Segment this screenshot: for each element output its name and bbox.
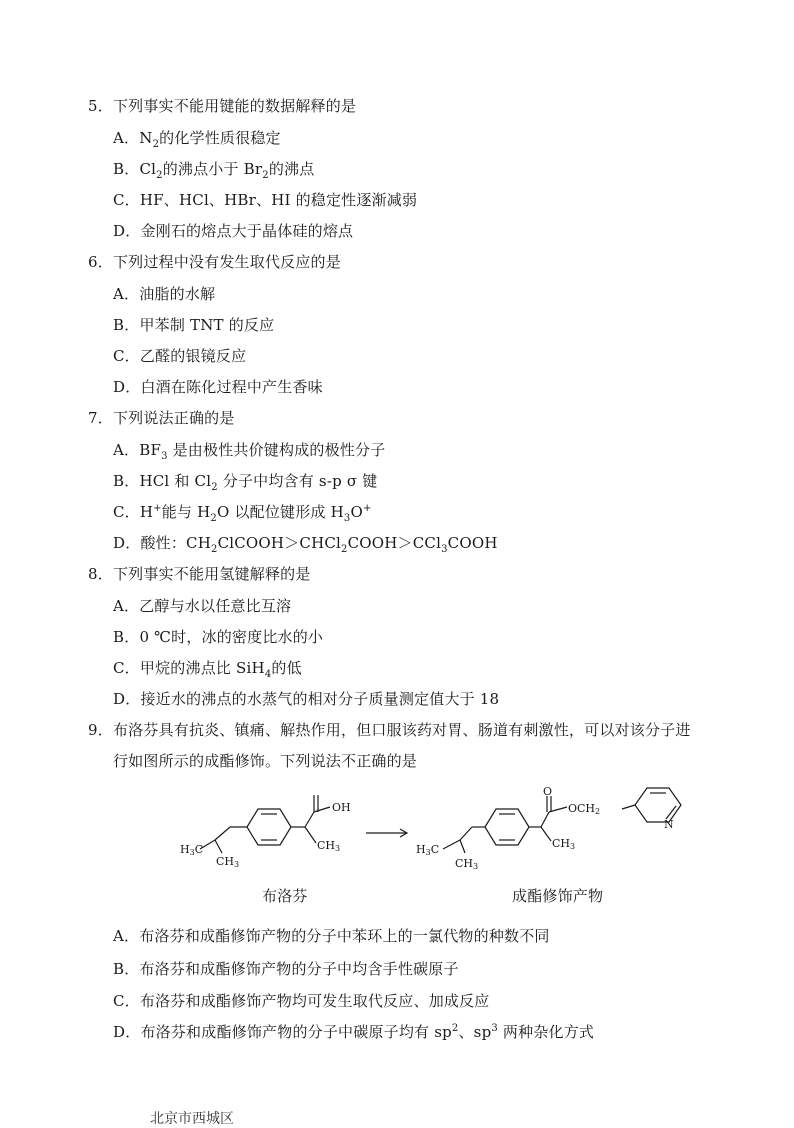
oh-label: OH	[332, 801, 351, 814]
question-9-stem-line1: 9．布洛芬具有抗炎、镇痛、解热作用，但口服该药对胃、肠道有刺激性，可以对该分子进	[88, 721, 691, 739]
caption-ester-product: 成酯修饰产物	[512, 887, 604, 905]
question-7-stem: 7．下列说法正确的是	[88, 409, 235, 427]
n-label: N	[664, 818, 674, 831]
question-9-option-b: B．布洛芬和成酯修饰产物的分子中均含手性碳原子	[113, 960, 459, 978]
caption-ibuprofen: 布洛芬	[262, 887, 308, 905]
och2-label: OCH2	[568, 802, 601, 816]
question-5-option-b: B．$Cl_2$的沸点小于 $Br_2$的沸点	[113, 160, 315, 181]
question-6-option-b: B．甲苯制 TNT 的反应	[113, 316, 275, 334]
question-8-stem: 8．下列事实不能用氢键解释的是	[88, 565, 311, 583]
question-6-option-d: D．白酒在陈化过程中产生香味	[113, 378, 323, 396]
question-7-option-c: C．H+能与 $H_2O$ 以配位键形成 $H_3O^+$	[113, 503, 372, 524]
question-6-option-c: C．乙醛的银镜反应	[113, 347, 247, 365]
question-7-option-b: B．HCl 和 $Cl_2$ 分子中均含有 s-p σ 键	[113, 472, 378, 493]
question-8-option-c: C．甲烷的沸点比 SiH$_4$的低	[113, 659, 302, 680]
question-8-option-a: A．乙醇与水以任意比互溶	[113, 597, 292, 615]
question-9-option-c: C．布洛芬和成酯修饰产物均可发生取代反应、加成反应	[113, 992, 490, 1010]
question-6-option-a: A．油脂的水解	[113, 285, 216, 303]
question-5-option-c: C．HF、HCl、HBr、HI 的稳定性逐渐减弱	[113, 191, 418, 209]
reaction-figure	[170, 785, 710, 885]
question-5-option-d: D．金刚石的熔点大于晶体硅的熔点	[113, 222, 354, 240]
question-9-stem-line2: 行如图所示的成酯修饰。下列说法不正确的是	[113, 752, 418, 770]
ch3-label-4: CH3	[455, 857, 479, 871]
o-label: O	[543, 785, 553, 798]
h3c-label-1: H3C	[180, 843, 204, 857]
question-7-option-d: D．酸性：$CH_2ClCOOH>CHCl_2COOH>CCl_3COOH$	[113, 534, 498, 555]
question-7-option-a: A．$BF_3$ 是由极性共价键构成的极性分子	[113, 441, 386, 462]
ch3-label-3: CH3	[552, 837, 576, 851]
ch3-label-2: CH3	[216, 855, 240, 869]
question-9-option-a: A．布洛芬和成酯修饰产物的分子中苯环上的一氯代物的种数不同	[113, 927, 550, 945]
question-5-stem: 5．下列事实不能用键能的数据解释的是	[88, 97, 357, 115]
question-9-option-d: D．布洛芬和成酯修饰产物的分子中碳原子均有 $sp^2$、$sp^3$ 两种杂化方式	[113, 1023, 595, 1041]
question-5-option-a: A．$N_2$的化学性质很稳定	[113, 129, 281, 150]
ch3-label-1: CH3	[317, 839, 341, 853]
h3c-label-2: H3C	[416, 843, 440, 857]
page-footer: 北京市西城区	[150, 1111, 234, 1127]
question-8-option-d: D．接近水的沸点的水蒸气的相对分子质量测定值大于 18	[113, 690, 500, 708]
question-6-stem: 6．下列过程中没有发生取代反应的是	[88, 253, 341, 271]
question-8-option-b: B．0 ℃时，冰的密度比水的小	[113, 628, 324, 646]
